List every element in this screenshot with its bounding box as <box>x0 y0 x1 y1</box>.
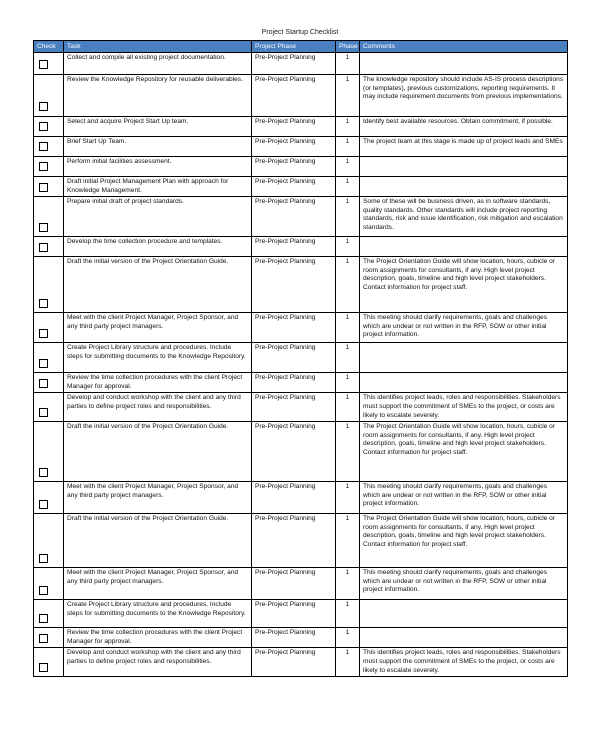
comments-cell: Some of these will be business driven, as in software standards, quality standards. Other standards will include project reporting standards, risk and issue identification, risk mitigation and escalation standards. <box>360 197 568 237</box>
table-row <box>34 237 568 257</box>
table-row <box>34 600 568 628</box>
page-title: Project Startup Checklist <box>261 29 339 36</box>
comments-cell: The Project Orientation Guide will show location, hours, cubicle or room assignments for consultants, if any. High level project description, goals, timeline and high level project stakeholders. Contact information for project staff. <box>360 422 568 482</box>
phase-num-cell: 1 <box>336 514 360 568</box>
phase-cell: Pre-Project Planning <box>252 313 336 343</box>
phase-cell: Pre-Project Planning <box>252 257 336 313</box>
checklist-table <box>33 40 568 677</box>
phase-cell: Pre-Project Planning <box>252 568 336 600</box>
phase-cell: Pre-Project Planning <box>252 237 336 257</box>
table-row <box>34 628 568 648</box>
task-cell: Develop and conduct workshop with the client and any third parties to define project roles and responsibilities. <box>64 648 252 677</box>
table-row <box>34 482 568 514</box>
check-cell <box>34 393 64 422</box>
phase-cell: Pre-Project Planning <box>252 373 336 393</box>
checkbox[interactable] <box>39 408 48 417</box>
checkbox[interactable] <box>39 162 48 171</box>
header-comments: Comments <box>360 41 568 53</box>
table-row <box>34 514 568 568</box>
checkbox[interactable] <box>39 554 48 563</box>
phase-num-cell: 1 <box>336 237 360 257</box>
table-row <box>34 197 568 237</box>
check-cell <box>34 422 64 482</box>
check-cell <box>34 75 64 117</box>
header-row <box>34 41 568 53</box>
checkbox[interactable] <box>39 243 48 252</box>
check-cell <box>34 343 64 373</box>
phase-num-cell: 1 <box>336 568 360 600</box>
phase-num-cell: 1 <box>336 393 360 422</box>
phase-num-cell: 1 <box>336 313 360 343</box>
task-cell: Perform initial facilities assessment. <box>64 157 252 177</box>
check-cell <box>34 157 64 177</box>
task-cell: Meet with the client Project Manager, Project Sponsor, and any third party project managers. <box>64 482 252 514</box>
check-cell <box>34 648 64 677</box>
phase-cell: Pre-Project Planning <box>252 482 336 514</box>
table-row <box>34 117 568 137</box>
checkbox[interactable] <box>39 142 48 151</box>
comments-cell <box>360 53 568 75</box>
task-cell: Review the time collection procedures with the client Project Manager for approval. <box>64 373 252 393</box>
check-cell <box>34 117 64 137</box>
header-phase: Project Phase <box>252 41 336 53</box>
task-cell: Select and acquire Project Start Up team. <box>64 117 252 137</box>
checkbox[interactable] <box>39 586 48 595</box>
comments-cell: The Project Orientation Guide will show location, hours, cubicle or room assignments for consultants, if any. High level project description, goals, timeline and high level project stakeholders. Contact information for project staff. <box>360 514 568 568</box>
task-cell: Draft the initial version of the Project Orientation Guide. <box>64 257 252 313</box>
checkbox[interactable] <box>39 634 48 643</box>
checkbox[interactable] <box>39 183 48 192</box>
table-row <box>34 422 568 482</box>
comments-cell: The knowledge repository should include AS-IS process descriptions (or templates), previous customizations, reporting requirements. It may include requirement documents from previous implementations. <box>360 75 568 117</box>
task-cell: Create Project Library structure and procedures. Include steps for submitting documents to the Knowledge Repository. <box>64 600 252 628</box>
phase-num-cell: 1 <box>336 422 360 482</box>
comments-cell <box>360 343 568 373</box>
task-cell: Draft the initial version of the Project Orientation Guide. <box>64 514 252 568</box>
check-cell <box>34 568 64 600</box>
comments-cell <box>360 600 568 628</box>
phase-cell: Pre-Project Planning <box>252 117 336 137</box>
phase-num-cell: 1 <box>336 648 360 677</box>
comments-cell <box>360 373 568 393</box>
task-cell: Review the Knowledge Repository for reusable deliverables. <box>64 75 252 117</box>
checkbox[interactable] <box>39 468 48 477</box>
phase-cell: Pre-Project Planning <box>252 137 336 157</box>
phase-cell: Pre-Project Planning <box>252 177 336 197</box>
comments-cell: This meeting should clarify requirements, goals and challenges which are undear or not written in the RFP, SOW or other initial project information. <box>360 482 568 514</box>
task-cell: Develop and conduct workshop with the client and any third parties to define project roles and responsibilities. <box>64 393 252 422</box>
table-row <box>34 75 568 117</box>
phase-num-cell: 1 <box>336 75 360 117</box>
task-cell: Meet with the client Project Manager, Project Sponsor, and any third party project managers. <box>64 568 252 600</box>
comments-cell: This identifies project leads, roles and responsibilities. Stakeholders must support the commitment of SMEs to the project, or costs are likely to escalate severely. <box>360 393 568 422</box>
comments-cell: The Project Orientation Guide will show location, hours, cubicle or room assignments for consultants, if any. High level project description, goals, timeline and high level project stakeholders. Contact information for project staff. <box>360 257 568 313</box>
phase-num-cell: 1 <box>336 177 360 197</box>
check-cell <box>34 177 64 197</box>
table-row <box>34 53 568 75</box>
phase-cell: Pre-Project Planning <box>252 343 336 373</box>
check-cell <box>34 313 64 343</box>
table-row <box>34 648 568 677</box>
phase-cell: Pre-Project Planning <box>252 600 336 628</box>
phase-cell: Pre-Project Planning <box>252 422 336 482</box>
phase-cell: Pre-Project Planning <box>252 197 336 237</box>
task-cell: Develop the time collection procedure and templates. <box>64 237 252 257</box>
comments-cell <box>360 177 568 197</box>
task-cell: Collect and compile all existing project documentation. <box>64 53 252 75</box>
table-row <box>34 157 568 177</box>
task-cell: Draft initial Project Management Plan with approach for Knowledge Management. <box>64 177 252 197</box>
comments-cell: Identify best available resources. Obtain commitment, if possible. <box>360 117 568 137</box>
checkbox[interactable] <box>39 223 48 232</box>
task-cell: Draft the initial version of the Project Orientation Guide. <box>64 422 252 482</box>
table-row <box>34 393 568 422</box>
table-row <box>34 137 568 157</box>
table-row <box>34 568 568 600</box>
task-cell: Meet with the client Project Manager, Project Sponsor, and any third party project managers. <box>64 313 252 343</box>
checkbox[interactable] <box>39 379 48 388</box>
phase-cell: Pre-Project Planning <box>252 514 336 568</box>
phase-num-cell: 1 <box>336 482 360 514</box>
phase-num-cell: 1 <box>336 373 360 393</box>
check-cell <box>34 482 64 514</box>
comments-cell: The project team at this stage is made up of project leads and SMEs <box>360 137 568 157</box>
table-row <box>34 373 568 393</box>
check-cell <box>34 373 64 393</box>
phase-num-cell: 1 <box>336 628 360 648</box>
check-cell <box>34 53 64 75</box>
checkbox[interactable] <box>39 359 48 368</box>
comments-cell: This meeting should clarify requirements, goals and challenges which are undear or not written in the RFP, SOW or other initial project information. <box>360 313 568 343</box>
phase-num-cell: 1 <box>336 600 360 628</box>
comments-cell <box>360 628 568 648</box>
phase-num-cell: 1 <box>336 197 360 237</box>
phase-cell: Pre-Project Planning <box>252 648 336 677</box>
task-cell: Create Project Library structure and procedures. Include steps for submitting documents to the Knowledge Repository. <box>64 343 252 373</box>
comments-cell: This meeting should clarify requirements, goals and challenges which are undear or not written in the RFP, SOW or other initial project information. <box>360 568 568 600</box>
check-cell <box>34 514 64 568</box>
phase-num-cell: 1 <box>336 53 360 75</box>
phase-num-cell: 1 <box>336 157 360 177</box>
check-cell <box>34 197 64 237</box>
phase-cell: Pre-Project Planning <box>252 157 336 177</box>
phase-cell: Pre-Project Planning <box>252 628 336 648</box>
comments-cell <box>360 237 568 257</box>
comments-cell <box>360 157 568 177</box>
phase-cell: Pre-Project Planning <box>252 393 336 422</box>
header-check: Check <box>34 41 64 53</box>
checkbox[interactable] <box>39 663 48 672</box>
table-row <box>34 343 568 373</box>
checkbox[interactable] <box>39 614 48 623</box>
comments-cell: This identifies project leads, roles and responsibilities. Stakeholders must support the commitment of SMEs to the project, or costs are likely to escalate severely. <box>360 648 568 677</box>
checkbox[interactable] <box>39 60 48 69</box>
check-cell <box>34 628 64 648</box>
phase-cell: Pre-Project Planning <box>252 75 336 117</box>
phase-num-cell: 1 <box>336 343 360 373</box>
checkbox[interactable] <box>39 299 48 308</box>
checkbox[interactable] <box>39 500 48 509</box>
task-cell: Review the time collection procedures with the client Project Manager for approval. <box>64 628 252 648</box>
task-cell: Prepare initial draft of project standards. <box>64 197 252 237</box>
check-cell <box>34 600 64 628</box>
table-row <box>34 257 568 313</box>
table-row <box>34 177 568 197</box>
task-cell: Brief Start Up Team. <box>64 137 252 157</box>
phase-num-cell: 1 <box>336 257 360 313</box>
header-phase-num: Phase <box>336 41 360 53</box>
checkbox[interactable] <box>39 102 48 111</box>
header-task: Task <box>64 41 252 53</box>
check-cell <box>34 237 64 257</box>
phase-num-cell: 1 <box>336 117 360 137</box>
checkbox[interactable] <box>39 329 48 338</box>
check-cell <box>34 137 64 157</box>
check-cell <box>34 257 64 313</box>
table-row <box>34 313 568 343</box>
checkbox[interactable] <box>39 122 48 131</box>
phase-cell: Pre-Project Planning <box>252 53 336 75</box>
phase-num-cell: 1 <box>336 137 360 157</box>
